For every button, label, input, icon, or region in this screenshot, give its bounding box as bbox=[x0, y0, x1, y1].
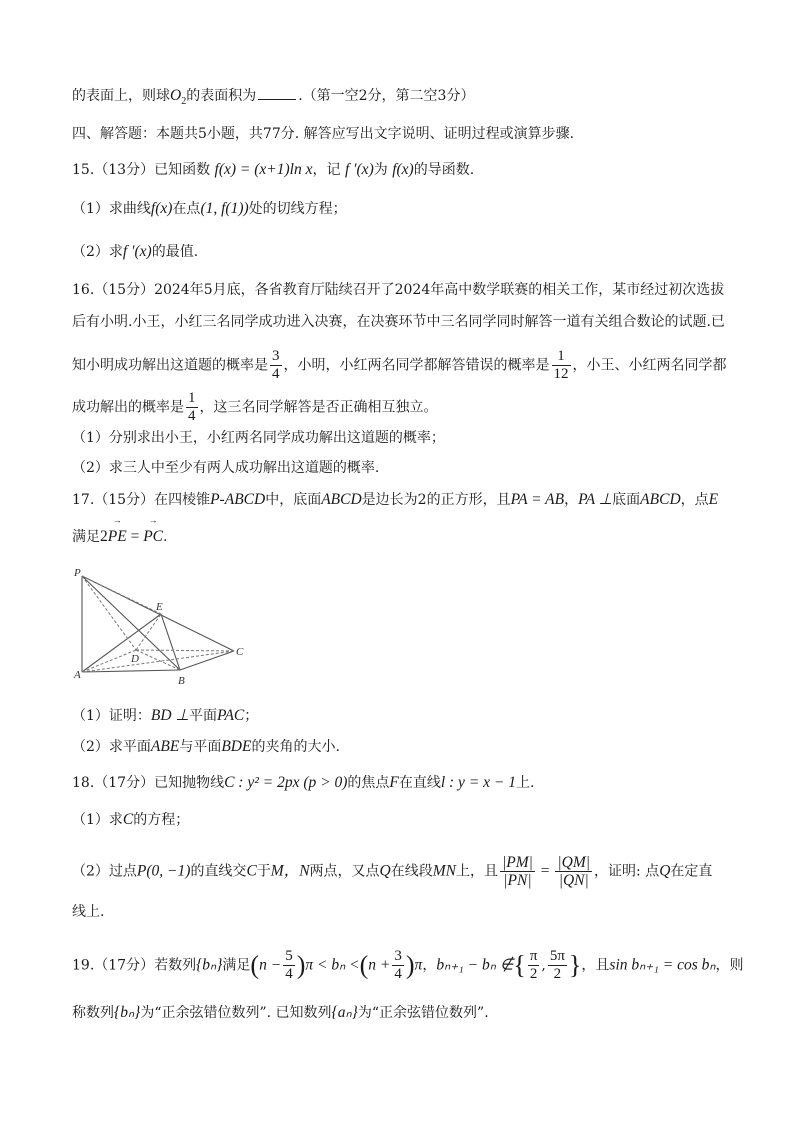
label-B: B bbox=[178, 675, 185, 687]
q19-stem: 19.（17分）若数列{bₙ}满足(n − $\frac{5}{4}$ )π < bₙ <(n + $\frac{3}{4}$ )π，bₙ₊₁ − bₙ ∉{ $\frac{\pi}{2}$ , $\frac{5\pi}{2}$ }，且sin bₙ₊₁ = cos bₙ，则 bbox=[72, 948, 744, 982]
section-heading: 四、解答题：本题共5小题，共77分. 解答应写出文字说明、证明过程或演算步骤. bbox=[72, 126, 575, 142]
ratio-qm-qn: $\frac{|QM|}{|QN|}$ bbox=[557, 854, 591, 889]
q15-fprime: f ′(x) bbox=[344, 161, 374, 178]
q19-line2: 称数列{bₙ}为“正余弦错位数列”. 已知数列{aₙ}为“正余弦错位数列”. bbox=[72, 1004, 489, 1021]
q14-tail-line bbox=[72, 85, 474, 112]
q18-part1: （1）求C的方程； bbox=[72, 811, 190, 828]
q18-part2: （2）过点P(0, −1)的直线交C于M，N两点，又点Q在线段MN上，且 $\frac{|PM|}{|PN|}$ = $\frac{|QM|}{|QN|}$ ，证明: 点Q在定直 bbox=[72, 854, 713, 889]
q14-sphere-var: $O_2$ bbox=[170, 87, 187, 108]
q17-stem: 17.（15分）在四棱锥P-ABCD中，底面ABCD是边长为2的正方形，且PA = AB，PA ⊥底面ABCD，点E bbox=[72, 491, 719, 508]
q14-text-post: .（第一空2分，第二空3分） bbox=[298, 88, 475, 104]
q17-part1: （1）证明：BD ⊥平面PAC； bbox=[72, 707, 259, 724]
label-P: P bbox=[74, 567, 81, 579]
q16-line4: 成功解出的概率是 $\frac{1}{4}$ ，这三名同学解答是否正确相互独立。 bbox=[72, 390, 438, 424]
q14-text-pre: 的表面上，则球 bbox=[72, 88, 170, 104]
vector-PC: → PC bbox=[143, 527, 163, 547]
q14-text-mid: 的表面积为 bbox=[186, 88, 257, 104]
label-A: A bbox=[74, 669, 81, 681]
q16-line3: 知小明成功解出这道题的概率是 $\frac{3}{4}$ ，小明，小红两名同学都解答错误的概率是 $\frac{1}{12}$ ，小王、小红两名同学都 bbox=[72, 348, 727, 382]
q15-part1: （1）求曲线f(x)在点(1, f(1))处的切线方程； bbox=[72, 200, 347, 217]
label-C: C bbox=[236, 646, 244, 658]
label-E: E bbox=[156, 601, 163, 613]
q16-line2: 后有小明.小王，小红三名同学成功进入决赛，在决赛环节中三名同学同时解答一道有关组合数论的试题.已 bbox=[72, 314, 725, 330]
q15-function: f(x) = (x+1)ln x bbox=[214, 161, 313, 178]
q18-stem: 18.（17分）已知抛物线C : y² = 2px (p > 0)的焦点F在直线l : y = x − 1上. bbox=[72, 774, 535, 791]
q15-part2: （2）求f ′(x)的最值. bbox=[72, 243, 199, 260]
q16-line1: 16.（15分）2024年5月底，各省教育厅陆续召开了2024年高中数学联赛的相关工作，某市经过初次选拔 bbox=[72, 282, 725, 298]
label-D: D bbox=[131, 653, 139, 665]
fraction-1-4: $\frac{1}{4}$ bbox=[188, 390, 196, 424]
vector-PE: → PE bbox=[108, 527, 127, 547]
fraction-3-4: $\frac{3}{4}$ bbox=[272, 348, 280, 382]
parabola-equation: C : y² = 2px (p > 0) bbox=[224, 774, 348, 791]
q16-part1: （1）分别求出小王，小红两名同学成功解出这道题的概率； bbox=[72, 430, 445, 446]
q16-part2: （2）求三人中至少有两人成功解出这道题的概率. bbox=[72, 460, 380, 476]
ratio-pm-pn: $\frac{|PM|}{|PN|}$ bbox=[502, 854, 533, 889]
q17-part2: （2）求平面ABE与平面BDE的夹角的大小. bbox=[72, 738, 340, 755]
q17-condition: 满足2→ PE = → PC. bbox=[72, 527, 167, 547]
q18-part2-tail: 线上. bbox=[72, 904, 105, 920]
q15-stem: 15.（13分）已知函数 f(x) = (x+1)ln x，记 f ′(x)为 f(x)的导函数. bbox=[72, 161, 475, 178]
line-equation: l : y = x − 1 bbox=[440, 774, 516, 791]
fraction-1-12: $\frac{1}{12}$ bbox=[553, 348, 569, 382]
pyramid-figure bbox=[72, 566, 252, 691]
answer-blank bbox=[258, 85, 296, 100]
